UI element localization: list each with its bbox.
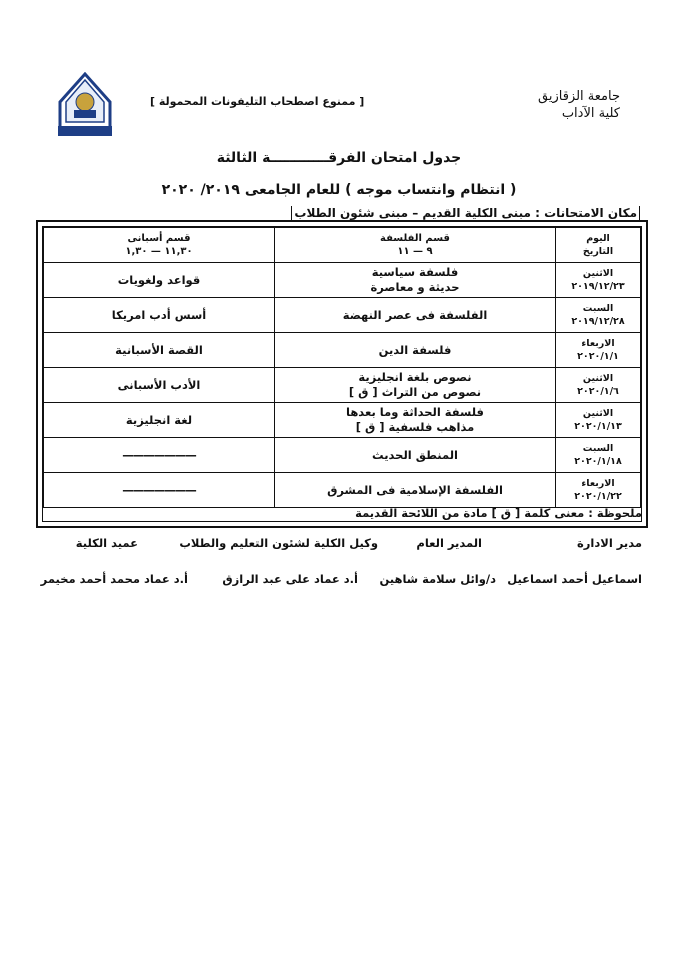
philosophy-subject-2: حديثة و معاصرة [370,280,460,294]
philosophy-subject: نصوص بلغة انجليزية [358,370,472,384]
day-name: السبت [582,443,614,454]
table-row [44,368,641,403]
signature-title-general-director: المدير العام [416,536,482,550]
day-name: الاربعاء [581,478,615,489]
faculty-name: كلية الآداب [561,106,620,121]
table-row [44,403,641,438]
table-row [44,263,641,298]
signature-title-dean: عميد الكلية [75,536,138,550]
spanish-cell-empty: ——————— [44,473,275,508]
day-date-cell [556,438,641,473]
philosophy-cell [275,473,556,508]
phones-notice: [ ممنوع اصطحاب التليفونات المحمولة ] [150,95,365,108]
note-text: ملحوظة : معنى كلمة [ ق ] مادة من اللائحة القديمة [355,506,642,520]
signature-name-vice-dean: أ.د عماد على عبد الرازق [222,572,358,586]
day-date-cell [556,298,641,333]
day-name: الاربعاء [581,338,615,349]
philosophy-subject: فلسفة سياسية [371,265,459,279]
day-name: الاثنين [582,408,614,419]
philosophy-cell [275,438,556,473]
faculty-logo [52,72,118,138]
spanish-cell: أسس أدب امريكا [44,298,275,333]
signature-name-general-director: د/وائل سلامة شاهين [379,572,496,586]
university-name: جامعة الزقازيق [538,89,620,104]
exam-date: ٢٠٢٠/١/١ [577,351,619,362]
philosophy-cell [275,298,556,333]
day-date-cell [556,333,641,368]
signature-name-admin-director: اسماعيل أحمد اسماعيل [507,572,642,586]
spanish-cell: القصة الأسبانية [44,333,275,368]
header-philosophy [275,228,556,263]
exam-date: ٢٠٢٠/١/١٣ [574,421,622,432]
philosophy-subject: الفلسفة الإسلامية فى المشرق [327,482,503,497]
signature-title-admin-director: مدير الادارة [577,536,642,550]
academic-year-subtitle: ( انتظام وانتساب موجه ) للعام الجامعى ٢٠١٩/ ٢٠٢٠ [161,182,517,198]
exam-location: مكان الامتحانات : مبنى الكلية القديم – مبنى شئون الطلاب [291,206,640,220]
day-date-cell [556,263,641,298]
exam-date: ٢٠٢٠/١/٦ [577,386,619,397]
philosophy-time: ٩ — ١١ [397,246,433,257]
spanish-cell: الأدب الأسبانى [44,368,275,403]
philosophy-subject: فلسفة الحداثة وما بعدها [346,405,484,419]
spanish-cell: لغة انجليزية [44,403,275,438]
philosophy-dept-name: قسم الفلسفة [380,233,450,244]
spanish-cell-empty: ——————— [44,438,275,473]
spanish-dept-name: قسم أسبانى [127,233,191,244]
header-date-label: التاريخ [582,246,614,257]
day-date-cell [556,403,641,438]
header-spanish [44,228,275,263]
day-name: السبت [582,303,614,314]
logo-emblem-icon [52,72,118,138]
schedule-table-frame [36,220,648,528]
philosophy-subject: الفلسفة فى عصر النهضة [342,307,488,322]
exam-date: ٢٠٢٠/١/٢٢ [574,491,622,502]
schedule-table [43,227,641,508]
spanish-cell: قواعد ولغويات [44,263,275,298]
philosophy-cell [275,403,556,438]
university-header [538,88,620,122]
day-date-cell [556,368,641,403]
day-name: الاثنين [582,373,614,384]
table-header-row [44,228,641,263]
philosophy-cell [275,263,556,298]
philosophy-subject-2: مذاهب فلسفية [ ق ] [355,420,475,434]
spanish-time: ١١,٣٠ — ١,٣٠ [125,246,193,257]
table-row [44,473,641,508]
philosophy-subject-2: نصوص من التراث [ ق ] [348,385,482,399]
philosophy-cell [275,368,556,403]
exam-date: ٢٠١٩/١٢/٢٣ [571,281,625,292]
signature-title-vice-dean: وكيل الكلية لشئون التعليم والطلاب [179,536,378,550]
table-row [44,438,641,473]
signature-name-dean: أ.د عماد محمد أحمد مخيمر [40,572,188,586]
schedule-table-inner [42,226,642,522]
table-row [44,333,641,368]
exam-date: ٢٠١٩/١٢/٢٨ [571,316,625,327]
philosophy-subject: فلسفة الدين [378,342,452,357]
philosophy-subject: المنطق الحديث [372,447,458,462]
exam-schedule-title: جدول امتحان الفرقــــــــــــة الثالثة [216,150,462,166]
day-date-cell [556,473,641,508]
table-row [44,298,641,333]
philosophy-cell [275,333,556,368]
header-day-date [556,228,641,263]
day-name: الاثنين [582,268,614,279]
header-day-label: اليوم [586,233,610,244]
exam-date: ٢٠٢٠/١/١٨ [574,456,622,467]
